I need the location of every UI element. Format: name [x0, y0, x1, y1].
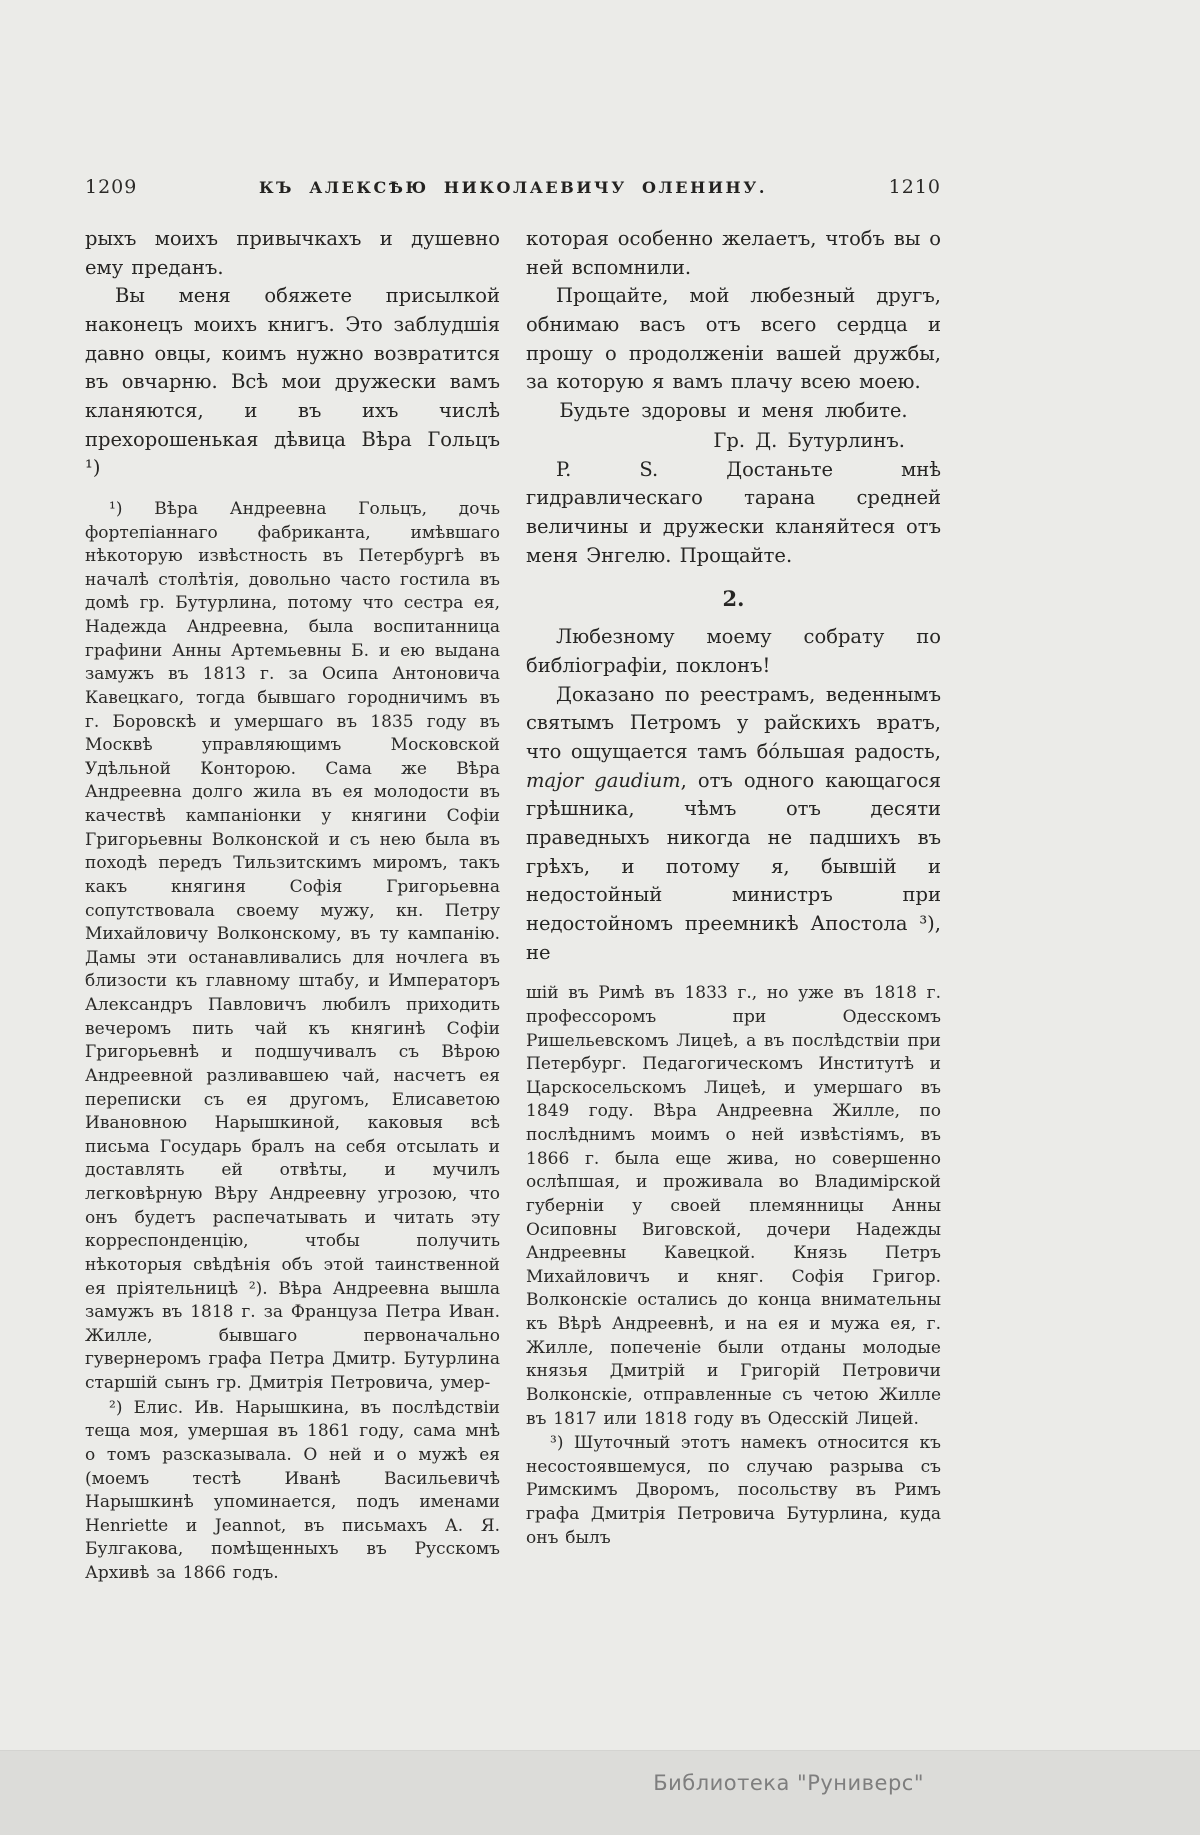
running-title: КЪ АЛЕКСѢЮ НИКОЛАЕВИЧУ ОЛЕНИНУ. [258, 178, 768, 197]
paragraph-with-latin-phrase [526, 681, 941, 968]
page-content [85, 176, 941, 1586]
footnotes-left [85, 498, 500, 1586]
footnote-1: ¹) Вѣра Андреевна Гольцъ, дочь фортепіаннаго фабриканта, имѣвшаго нѣкоторую извѣстность въ Петербургѣ въ началѣ столѣтія, довольно часто гостила въ домѣ гр. Бутурлина, потому что сестра ея, Надежда Андреевна, была воспитанница графини Анны Артемьевны Б. и ею выдана замужъ въ 1813 г. за Осипа Антоновича Кавецкаго, тогда бывшаго городничимъ въ г. Боровскѣ и умершаго въ 1835 году въ Москвѣ управляющимъ Московской Удѣльной Конторою. Сама же Вѣра Андреевна долго жила въ ея молодости въ качествѣ кампаніонки у княгини Софіи Григорьевны Волконской и съ нею была въ походѣ передъ Тильзитскимъ миромъ, такъ какъ княгиня Софія Григорьевна сопутствовала своему мужу, кн. Петру Михайловичу Волконскому, въ ту кампанію. Дамы эти останавливались для ночлега въ близости къ главному штабу, и Императоръ Александръ Павловичъ любилъ приходить вечеромъ пить чай къ княгинѣ Софіи Григорьевнѣ и подшучивалъ съ Вѣрою Андреевной разливавшею чай, насчетъ ея переписки съ ея другомъ, Елисаветою Ивановною Нарышкиной, каковыя всѣ письма Государь бралъ на себя отсылать и доставлять ей отвѣты, и мучилъ легковѣрную Вѣру Андреевну угрозою, что онъ будетъ распечатывать и читать эту корреспонденцію, чтобы получить нѣкоторыя свѣдѣнія объ этой таинственной ея пріятельницѣ ²). Вѣра Андреевна вышла замужъ въ 1818 г. за Француза Петра Иван. Жилле, бывшаго первоначально гувернеромъ графа Петра Дмитр. Бутурлина старшій сынъ гр. Дмитрія Петровича, умер- [85, 498, 500, 1394]
right-column [526, 225, 941, 1586]
latin-phrase: major gaudium [526, 768, 681, 792]
left-column [85, 225, 500, 1586]
paragraph: Любезному моему собрату по библіографіи, поклонъ! [526, 625, 941, 678]
postscript-paragraph: P. S. Достаньте мнѣ гидравлическаго тарана средней величины и дружески кланяйтеся отъ меня Энгелю. Прощайте. [526, 457, 941, 567]
running-header [85, 176, 941, 198]
footnote-1-continuation: шій въ Римѣ въ 1833 г., но уже въ 1818 г. профессоромъ при Одесскомъ Ришельевскомъ Лицеѣ, а въ послѣдствіи при Петербург. Педагогическомъ Институтѣ и Царскосельскомъ Лицеѣ, и умершаго въ 1849 году. Вѣра Андреевна Жилле, по послѣднимъ моимъ о ней извѣстіямъ, въ 1866 г. была еще жива, но совершенно ослѣпшая, и проживала во Владимірской губерніи у своей племянницы Анны Осиповны Виговской, дочери Надежды Андреевны Кавецкой. Князь Петръ Михайловичъ и княг. Софія Григор. Волконскіе остались до конца внимательны къ Вѣрѣ Андреевнѣ, и на ея и мужа ея, г. Жилле, попеченіе были отданы молодые князья Дмитрій и Григорій Петровичи Волконскіе, отправленные съ четою Жилле въ 1817 или 1818 году въ Одесскій Лицей. [526, 983, 941, 1429]
signature-line: Гр. Д. Бутурлинъ. [713, 428, 905, 452]
two-column-layout [85, 225, 941, 1586]
footnotes-right [526, 982, 941, 1550]
paragraph: Вы меня обяжете присылкой наконецъ моихъ книгъ. Это заблудшія давно овцы, коимъ нужно возвратится въ овчарню. Всѣ мои дружески вамъ кланяются, и въ ихъ числѣ прехорошенькая дѣвица Вѣра Гольцъ ¹) [85, 284, 500, 480]
paragraph-text: , отъ одного кающагося грѣшника, чѣмъ отъ десяти праведныхъ никогда не падшихъ въ грѣхъ, и потому я, бывшій и недостойный министръ при недостойномъ преемникѣ Апостола ³), не [526, 768, 941, 964]
page-number-left: 1209 [85, 176, 138, 198]
valediction-line: Будьте здоровы и меня любите. [559, 398, 908, 422]
scan-footer-strip [0, 1750, 1200, 1835]
footnote-2: ²) Елис. Ив. Нарышкина, въ послѣдствіи теща моя, умершая въ 1861 году, сама мнѣ о томъ разсказывала. О ней и о мужѣ ея (моемъ тестѣ Иванѣ Васильевичѣ Нарышкинѣ упоминается, подъ именами Henriette и Jeannot, въ письмахъ А. Я. Булгакова, помѣщенныхъ въ Русскомъ Архивѣ за 1866 годъ. [85, 1397, 500, 1584]
section-heading: 2. [722, 586, 745, 612]
footnote-3: ³) Шуточный этотъ намекъ относится къ несостоявшемуся, по случаю разрыва съ Римскимъ Дворомъ, посольству въ Римъ графа Дмитрія Петровича Бутурлина, куда онъ былъ [526, 1433, 941, 1548]
paragraph-continuation: которая особенно желаетъ, чтобъ вы о ней вспомнили. [526, 227, 941, 279]
paragraph-text: Доказано по реестрамъ, веденнымъ святымъ Петромъ у райскихъ вратъ, что ощущается тамъ бо́льшая радость, [526, 682, 941, 764]
paragraph-continuation: рыхъ моихъ привычкахъ и душевно ему преданъ. [85, 227, 500, 279]
runivers-library-watermark: Библиотека "Руниверс" [653, 1771, 924, 1795]
paragraph: Прощайте, мой любезный другъ, обнимаю васъ отъ всего сердца и прошу о продолженіи вашей дружбы, за которую я вамъ плачу всею моею. [526, 284, 941, 394]
page-number-right: 1210 [888, 176, 941, 198]
